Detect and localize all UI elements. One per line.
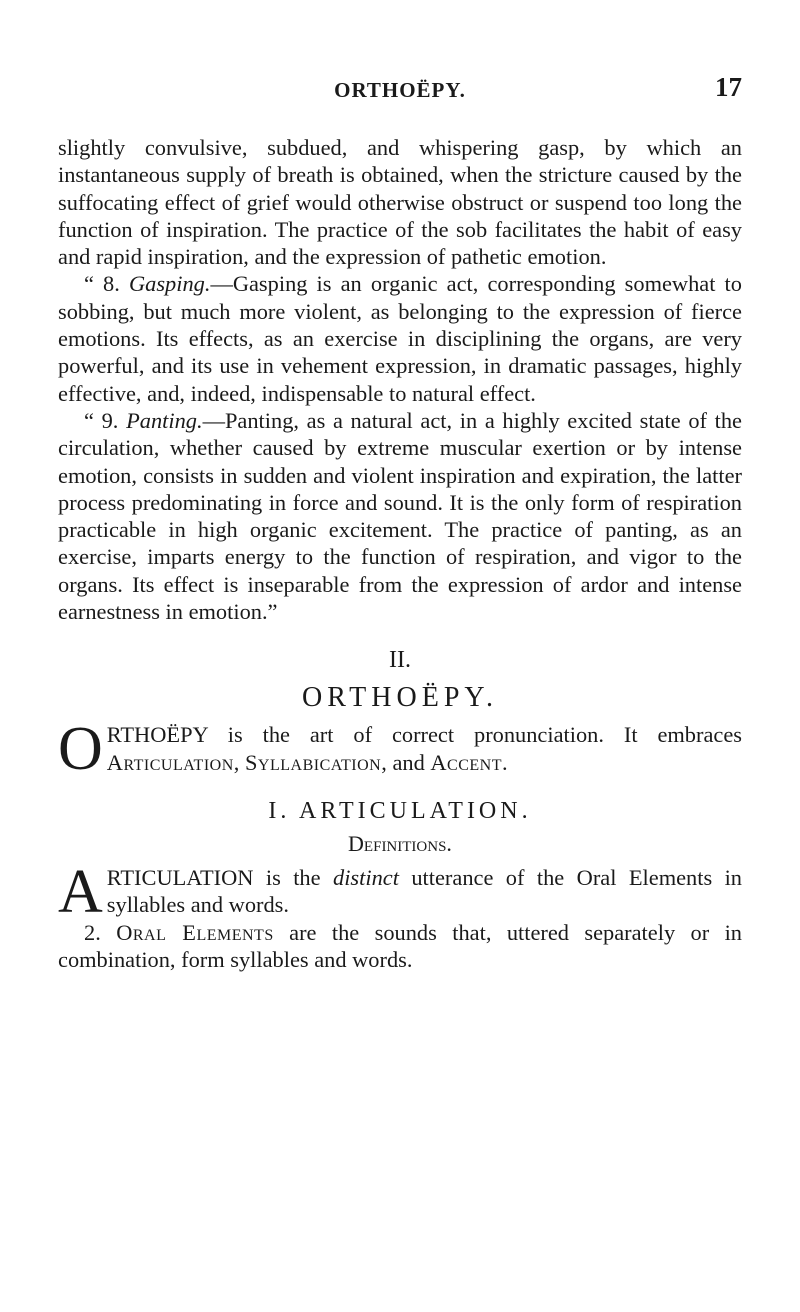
subsection-title: I. ARTICULATION. bbox=[268, 797, 532, 824]
item-text: —Gasping is an organic act, corresponding somewhat to sobbing, but much more violent, as belonging to the expression of fierce emotions. Its effects, as an exercise in disciplining the organs, are very powerful, and its use in vehement expression, in dramatic passages, highly effective, and, indeed, indispensable to natural effect. bbox=[58, 271, 742, 406]
running-title: ORTHOËPY. bbox=[334, 78, 466, 102]
articulation-definition-paragraph bbox=[58, 857, 743, 926]
body-text bbox=[58, 134, 742, 625]
item-number: 2. bbox=[84, 919, 117, 945]
paragraph-gasping bbox=[58, 270, 742, 406]
item-number: “ 9. bbox=[84, 407, 119, 433]
definition-text: RTICULATION is the bbox=[106, 864, 333, 890]
page-number: 17 bbox=[715, 72, 742, 102]
intro-text: RTHOËPY is the art of correct pronunciation. It embraces bbox=[106, 722, 742, 748]
item-term: Gasping. bbox=[128, 271, 211, 297]
sentence-end: . bbox=[502, 749, 508, 775]
paragraph-panting bbox=[58, 407, 742, 625]
definitions-heading: Definitions. bbox=[348, 830, 452, 856]
drop-cap: O bbox=[58, 715, 103, 784]
term-syllabication: Syllabication bbox=[244, 749, 382, 775]
book-page bbox=[58, 72, 742, 973]
term-oral-elements: Oral Elements bbox=[116, 919, 274, 945]
item-text: are the sounds that, uttered separately or in combination, form syllables and words. bbox=[58, 919, 743, 972]
section-title: ORTHOËPY. bbox=[301, 682, 499, 714]
term-articulation: Articulation bbox=[106, 749, 234, 775]
item-number: “ 8. bbox=[84, 271, 120, 297]
emphasis-distinct: distinct bbox=[333, 864, 399, 890]
drop-cap: A bbox=[58, 857, 103, 926]
orthoepy-intro-paragraph bbox=[58, 715, 742, 784]
continuation-paragraph: slightly convulsive, subdued, and whispering gasp, by which an instantaneous supply of breath is obtained, when the stricture caused by the suffocating effect of grief would otherwise obstruct or suspend too long the function of inspiration. The practice of the sob facilitates the habit of easy and rapid inspiration, and the expression of pathetic emotion. bbox=[58, 135, 742, 270]
running-head bbox=[58, 72, 742, 106]
oral-elements-paragraph bbox=[58, 919, 742, 974]
section-number: II. bbox=[389, 647, 411, 674]
separator: , bbox=[233, 749, 245, 775]
definition-text-end: utterance of the Oral Elements in syllables and words. bbox=[106, 864, 743, 918]
item-text: —Panting, as a natural act, in a highly excited state of the circulation, whether caused by extreme muscular exertion or by intense emotion, consists in sudden and violent inspiration and expiration, the latter process predominating in force and sound. It is the only form of respiration practicable in high organic excitement. The practice of panting, as an exercise, imparts energy to the function of respiration, and vigor to the organs. Its effect is inseparable from the expression of ardor and intense earnestness in emotion.” bbox=[58, 407, 742, 625]
separator: , and bbox=[381, 749, 431, 775]
item-term: Panting. bbox=[126, 407, 203, 433]
term-accent: Accent bbox=[430, 749, 502, 775]
